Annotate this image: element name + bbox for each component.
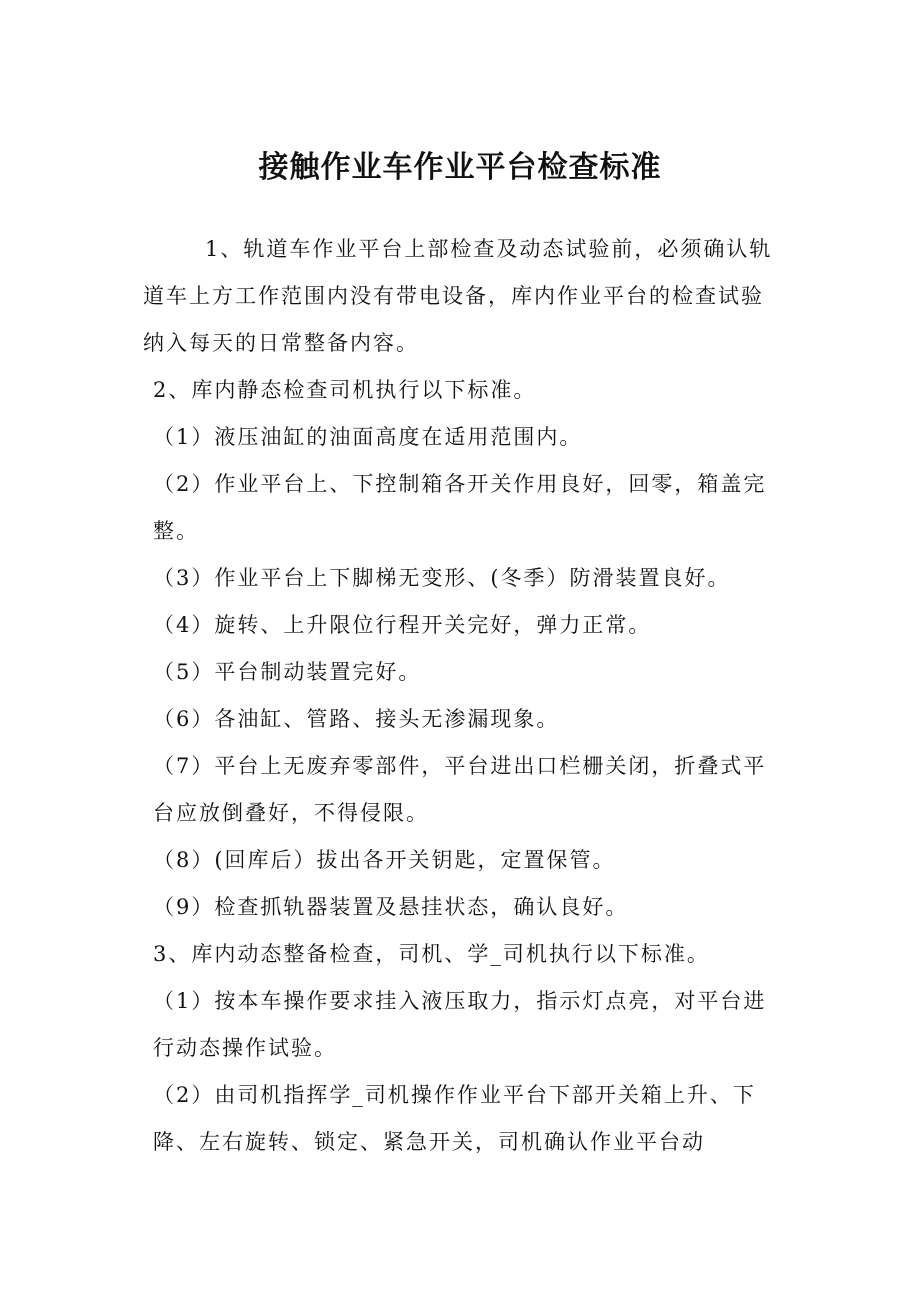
- section-2-item-1: （1）液压油缸的油面高度在适用范围内。: [153, 425, 583, 449]
- section-2-item-6: （6）各油缸、管路、接头无渗漏现象。: [153, 707, 560, 731]
- document-body: [143, 226, 773, 1166]
- section-3-item-2: （2）由司机指挥学_司机操作作业平台下部开关箱上升、下降、左右旋转、锁定、紧急开关，司机确认作业平台动: [153, 1083, 756, 1154]
- document-title: 接触作业车作业平台检查标准: [258, 150, 662, 185]
- paragraph-1: 1、轨道车作业平台上部检查及动态试验前，必须确认轨道车上方工作范围内没有带电设备，库内作业平台的检查试验纳入每天的日常整备内容。: [143, 237, 773, 355]
- section-3-item-1: （1）按本车操作要求挂入液压取力，指示灯点亮，对平台进行动态操作试验。: [153, 989, 767, 1060]
- section-2-heading: 2、库内静态检查司机执行以下标准。: [153, 378, 537, 402]
- section-2-item-3: （3）作业平台上下脚梯无变形、(冬季）防滑装置良好。: [153, 566, 731, 590]
- section-2-item-8: （8）(回库后）拔出各开关钥匙，定置保管。: [153, 848, 616, 872]
- section-3-heading: 3、库内动态整备检查，司机、学_司机执行以下标准。: [153, 942, 710, 966]
- section-2-item-9: （9）检查抓轨器装置及悬挂状态，确认良好。: [153, 895, 629, 919]
- section-2-item-4: （4）旋转、上升限位行程开关完好，弹力正常。: [153, 613, 652, 637]
- section-2-item-5: （5）平台制动装置完好。: [153, 660, 422, 684]
- section-2-item-2: （2）作业平台上、下控制箱各开关作用良好，回零，箱盖完整。: [153, 472, 767, 543]
- section-2-item-7: （7）平台上无废弃零部件，平台进出口栏栅关闭，折叠式平台应放倒叠好，不得侵限。: [153, 754, 767, 825]
